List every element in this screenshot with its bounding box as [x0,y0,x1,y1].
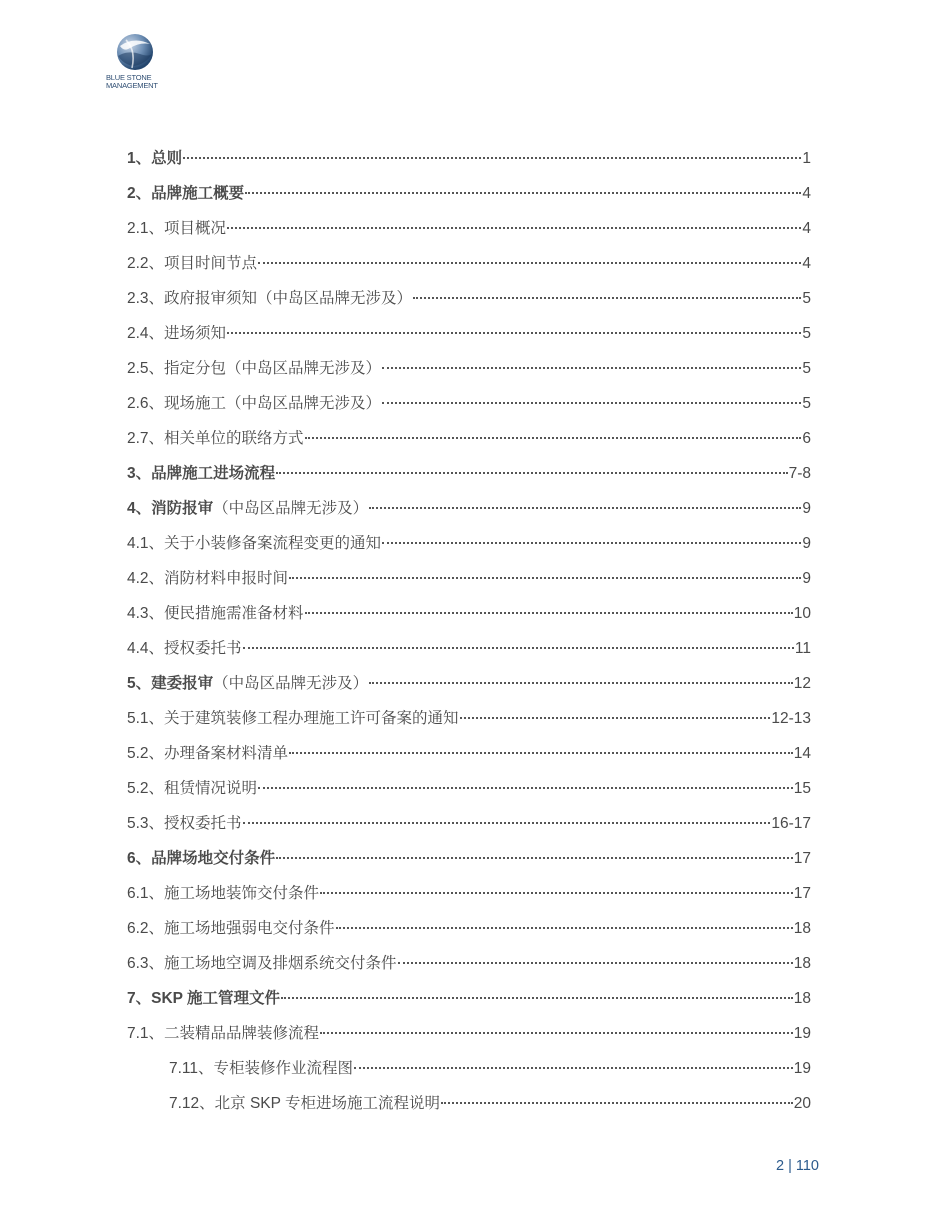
toc-dot-leader [398,962,793,964]
toc-dot-leader [413,297,801,299]
toc-entry-label [127,561,288,596]
toc-dot-leader [336,927,793,929]
toc-dot-leader [369,507,801,509]
toc-entry[interactable] [127,981,811,1016]
toc-entry-label [169,1086,440,1121]
toc-page-number: 17 [793,850,811,867]
toc-entry[interactable] [127,141,811,176]
toc-dot-leader [320,892,793,894]
toc-dot-leader [258,787,793,789]
toc-entry[interactable] [127,1016,811,1051]
toc-entry[interactable] [127,526,811,561]
toc-page-number: 4 [802,255,811,272]
logo-text-line2: MANAGEMENT [106,81,158,90]
toc-entry-title: 2、品牌施工概要 [127,185,245,202]
toc-dot-leader [289,577,801,579]
toc-entry[interactable] [127,281,811,316]
toc-entry-label [127,841,275,876]
toc-entry-title: 2.4、进场须知 [127,325,227,342]
toc-entry-title: 7.11、专柜装修作业流程图 [169,1060,354,1077]
toc-entry-title: 6、品牌场地交付条件 [127,850,276,867]
toc-entry-title: 4.3、便民措施需准备材料 [127,605,304,622]
toc-entry[interactable] [127,631,811,666]
toc-entry-label [127,666,368,701]
toc-page-number: 9 [802,535,811,552]
toc-entry-label [127,491,368,526]
page-footer [776,1158,819,1174]
footer-separator: | [788,1158,792,1174]
toc-dot-leader [276,472,787,474]
toc-dot-leader [305,437,802,439]
toc-entry[interactable] [127,736,811,771]
toc-entry-title: 6.2、施工场地强弱电交付条件 [127,920,335,937]
toc-dot-leader [289,752,793,754]
toc-page-number: 18 [793,990,811,1007]
toc-entry-title: 5.1、关于建筑装修工程办理施工许可备案的通知 [127,710,459,727]
toc-dot-leader [354,1067,793,1069]
toc-dot-leader [243,647,794,649]
toc-page-number: 5 [802,325,811,342]
toc-entry-title: 2.2、项目时间节点 [127,255,258,272]
toc-entry[interactable] [127,771,811,806]
toc-entry-label [127,771,257,806]
toc-dot-leader [320,1032,793,1034]
toc-entry[interactable] [127,421,811,456]
toc-entry-title: 2.1、项目概况 [127,220,227,237]
toc-entry-title: 2.7、相关单位的联络方式 [127,430,304,447]
toc-entry[interactable] [127,386,811,421]
toc-page-number: 18 [793,920,811,937]
toc-dot-leader [460,717,771,719]
toc-dot-leader [382,367,801,369]
toc-entry-label [127,631,242,666]
toc-dot-leader [281,997,793,999]
toc-entry-title: 5、建委报审 [127,675,214,692]
toc-page-number: 1 [802,150,811,167]
toc-entry-title: 6.3、施工场地空调及排烟系统交付条件 [127,955,397,972]
toc-entry-title: 4、消防报审 [127,500,214,517]
toc-dot-leader [245,192,801,194]
toc-entry-title: 5.2、租赁情况说明 [127,780,258,797]
toc-entry[interactable] [127,1051,811,1086]
toc-entry[interactable] [127,1086,811,1121]
table-of-contents [127,141,811,1121]
toc-dot-leader [258,262,801,264]
toc-entry-title: 2.5、指定分包（中岛区品牌无涉及） [127,360,382,377]
toc-page-number: 9 [802,570,811,587]
toc-entry-label [127,246,257,281]
toc-page-number: 7-8 [788,465,811,482]
toc-page-number: 14 [793,745,811,762]
toc-page-number: 10 [793,605,811,622]
toc-page-number: 9 [802,500,811,517]
toc-entry[interactable] [127,876,811,911]
toc-entry[interactable] [127,701,811,736]
toc-entry-label [127,211,226,246]
toc-page-number: 5 [802,395,811,412]
logo-globe-icon [106,32,168,74]
toc-entry-note: （中岛区品牌无涉及） [213,500,369,517]
footer-page-number: 2 [775,1158,785,1174]
toc-page-number: 19 [793,1025,811,1042]
toc-entry[interactable] [127,491,811,526]
toc-entry-label [127,701,459,736]
toc-page-number: 15 [793,780,811,797]
toc-entry-label [127,421,304,456]
toc-entry-title: 7.12、北京 SKP 专柜进场施工流程说明 [169,1095,441,1112]
toc-dot-leader [276,857,793,859]
toc-entry-label [169,1051,353,1086]
toc-page-number: 4 [802,220,811,237]
toc-dot-leader [382,542,801,544]
toc-entry-label [127,1016,319,1051]
toc-entry[interactable] [127,596,811,631]
toc-entry[interactable] [127,316,811,351]
toc-page-number: 20 [793,1095,811,1112]
toc-entry-title: 5.3、授权委托书 [127,815,242,832]
toc-dot-leader [382,402,801,404]
toc-page-number: 16-17 [771,815,811,832]
toc-dot-leader [441,1102,793,1104]
toc-entry-title: 2.3、政府报审须知（中岛区品牌无涉及） [127,290,413,307]
toc-entry-title: 6.1、施工场地装饰交付条件 [127,885,320,902]
toc-entry-label [127,351,381,386]
toc-dot-leader [243,822,771,824]
toc-entry-title: 3、品牌施工进场流程 [127,465,276,482]
toc-entry[interactable] [127,456,811,491]
toc-entry[interactable] [127,946,811,981]
toc-entry-label [127,141,182,176]
logo-text-line1: BLUE STONE [106,73,152,82]
toc-entry[interactable] [127,841,811,876]
footer-total-pages: 110 [795,1158,819,1174]
toc-entry-label [127,596,304,631]
toc-entry[interactable] [127,561,811,596]
toc-dot-leader [183,157,801,159]
toc-entry[interactable] [127,666,811,701]
toc-entry-label [127,806,242,841]
toc-page-number: 6 [802,430,811,447]
toc-entry-title: 5.2、办理备案材料清单 [127,745,289,762]
toc-entry-label [127,946,397,981]
toc-entry[interactable] [127,246,811,281]
toc-page-number: 12 [793,675,811,692]
toc-entry-label [127,316,226,351]
toc-page-number: 5 [802,360,811,377]
toc-entry-label [127,736,288,771]
toc-entry-label [127,981,280,1016]
company-logo [106,32,168,94]
toc-entry-title: 7.1、二装精品品牌装修流程 [127,1025,320,1042]
toc-entry-label [127,386,381,421]
toc-entry-title: 4.2、消防材料申报时间 [127,570,289,587]
toc-entry-title: 1、总则 [127,150,183,167]
toc-entry[interactable] [127,911,811,946]
toc-entry[interactable] [127,351,811,386]
toc-page-number: 19 [793,1060,811,1077]
toc-dot-leader [227,227,801,229]
toc-entry-label [127,526,381,561]
toc-entry-title: 4.4、授权委托书 [127,640,242,657]
toc-entry-label [127,456,275,491]
toc-entry-label [127,176,244,211]
toc-dot-leader [369,682,793,684]
toc-dot-leader [305,612,793,614]
toc-entry-label [127,281,412,316]
toc-dot-leader [227,332,801,334]
toc-entry[interactable] [127,806,811,841]
toc-entry[interactable] [127,211,811,246]
toc-page-number: 5 [802,290,811,307]
toc-entry-label [127,911,335,946]
toc-entry[interactable] [127,176,811,211]
toc-page-number: 17 [793,885,811,902]
toc-page-number: 12-13 [771,710,811,727]
toc-entry-label [127,876,319,911]
toc-entry-title: 4.1、关于小装修备案流程变更的通知 [127,535,382,552]
toc-entry-title: 7、SKP 施工管理文件 [127,990,281,1007]
toc-page-number: 11 [794,640,811,657]
toc-entry-title: 2.6、现场施工（中岛区品牌无涉及） [127,395,382,412]
toc-page-number: 18 [793,955,811,972]
toc-page-number: 4 [802,185,811,202]
toc-entry-note: （中岛区品牌无涉及） [213,675,369,692]
